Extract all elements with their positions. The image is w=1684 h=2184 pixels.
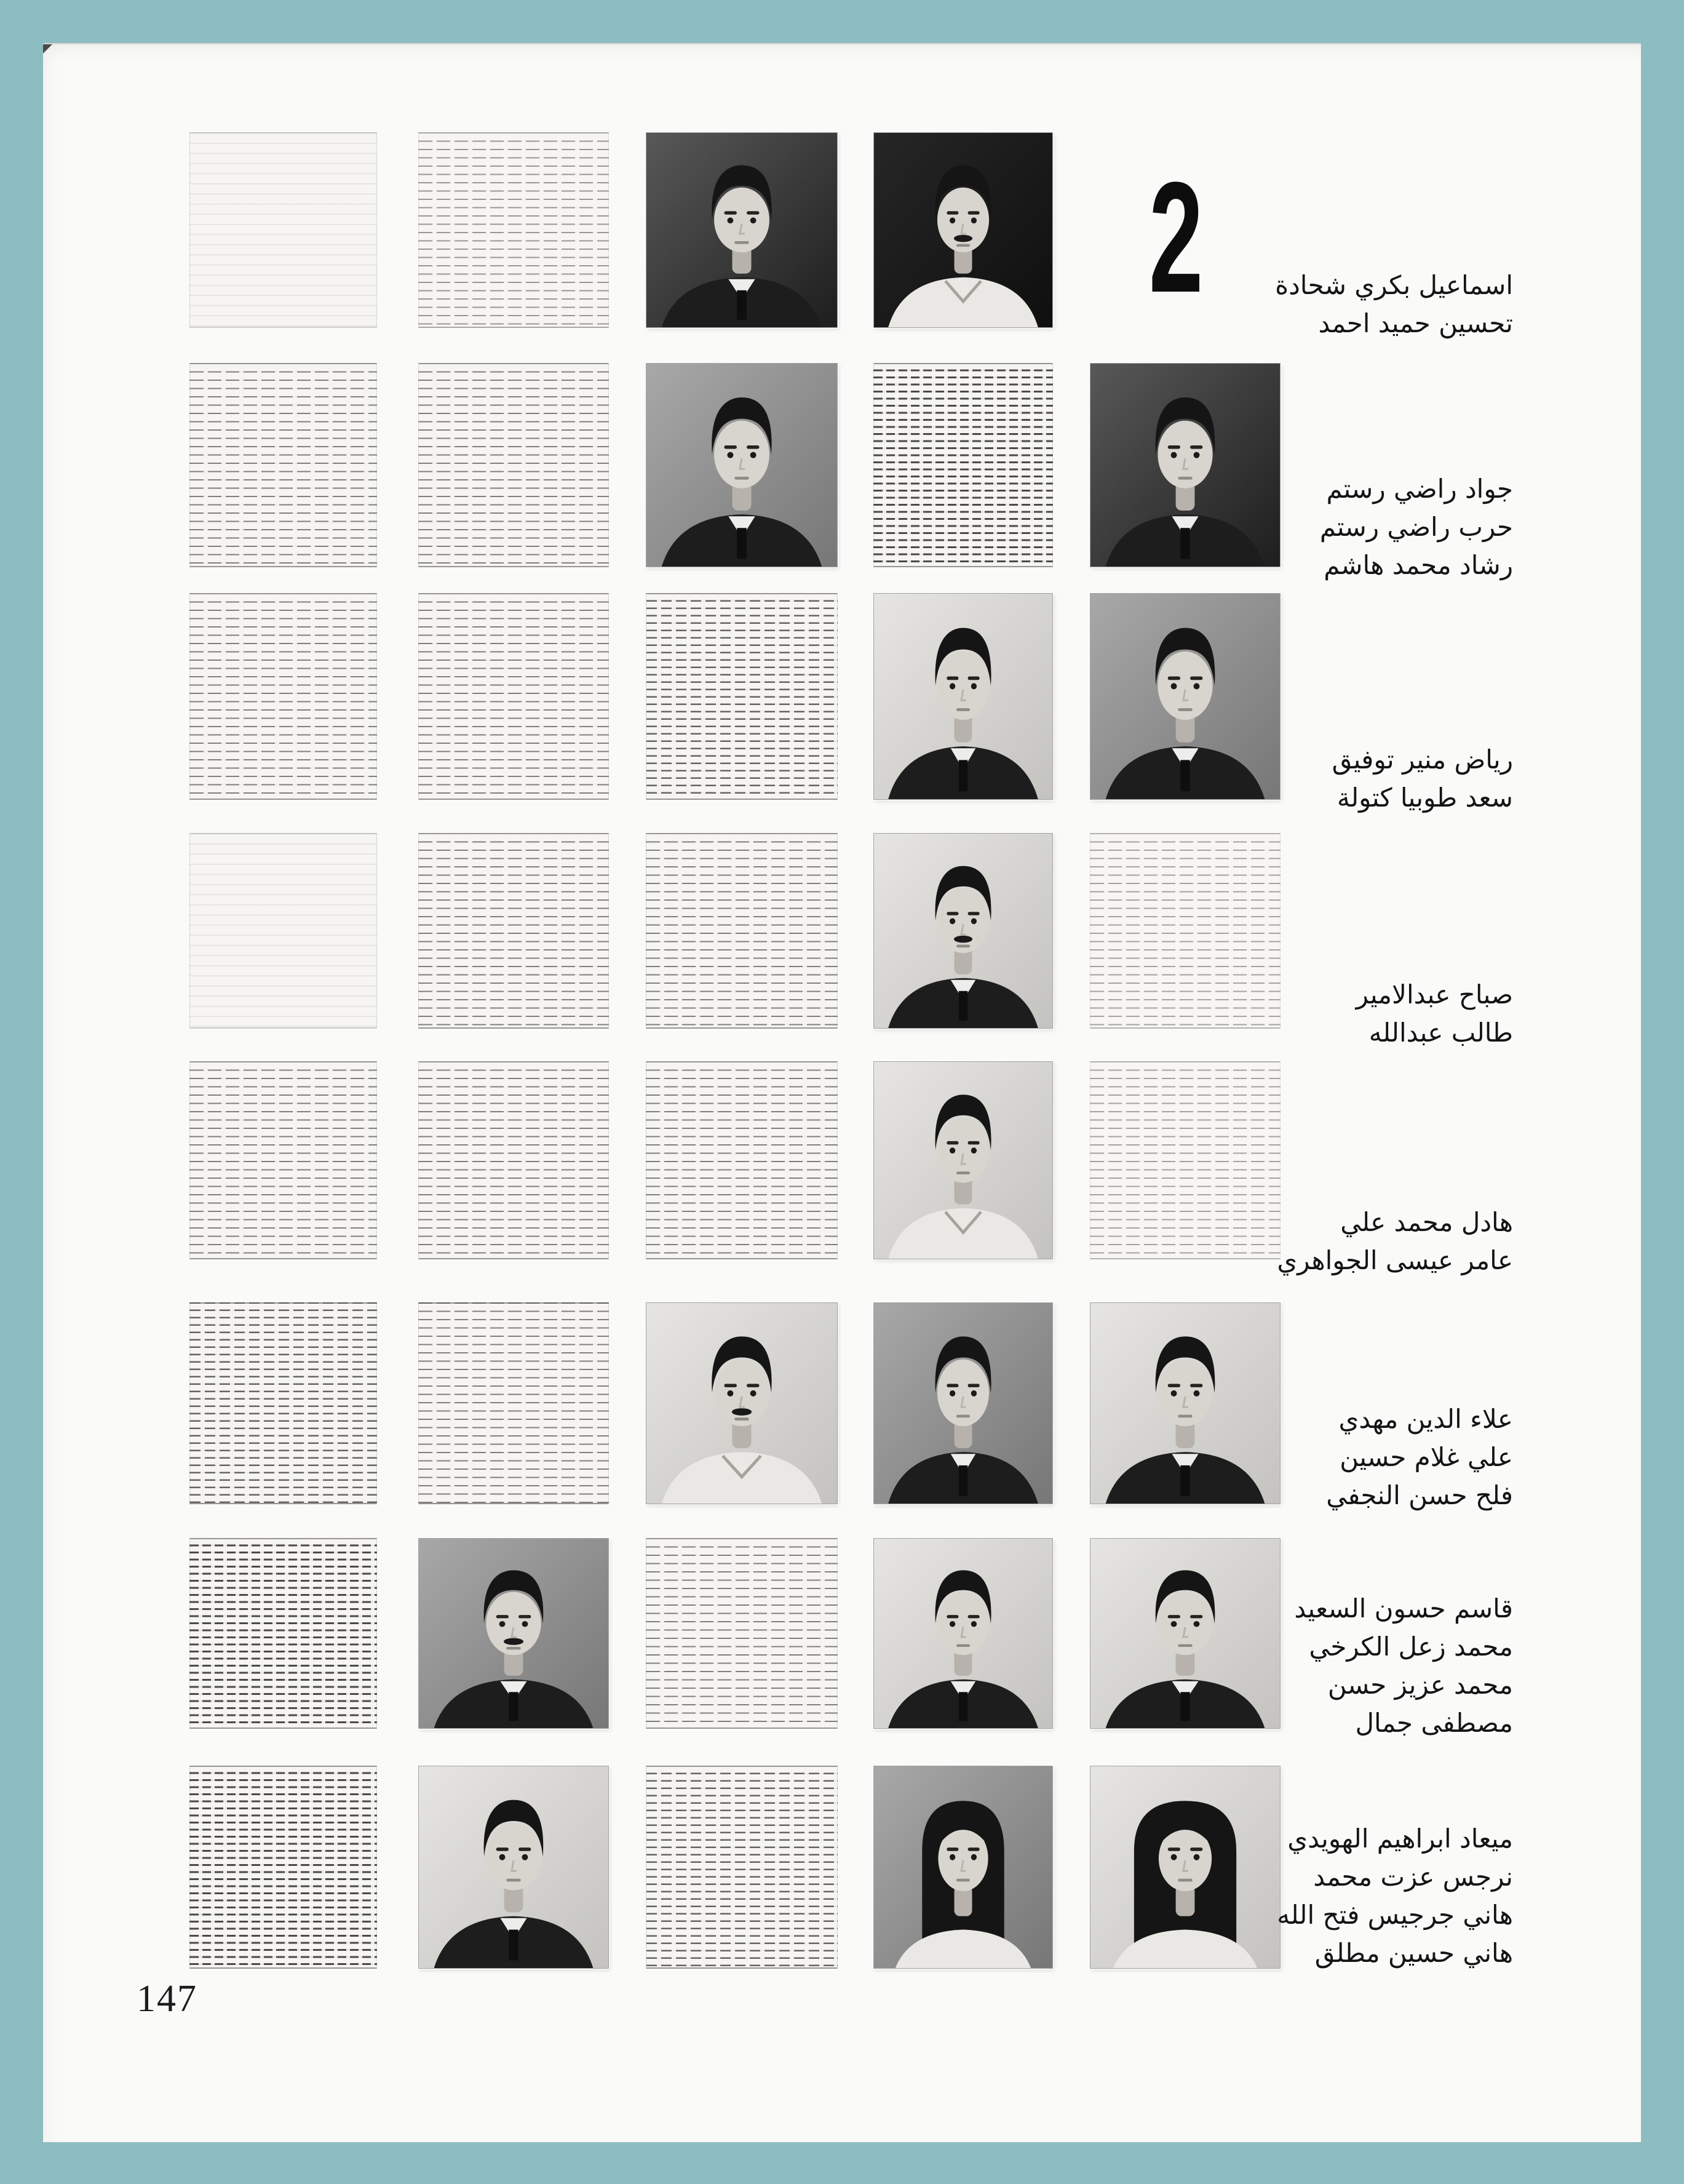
name-group xyxy=(1169,1203,1513,1280)
degraded-photo-placeholder xyxy=(418,1302,609,1504)
student-portrait-photo xyxy=(646,363,838,567)
student-name: صباح عبدالامير xyxy=(1356,979,1513,1010)
student-portrait-photo xyxy=(873,1766,1053,1969)
student-name: قاسم حسون السعيد xyxy=(1294,1593,1513,1624)
student-name: محمد زعل الكرخي xyxy=(1309,1632,1513,1662)
degraded-photo-placeholder xyxy=(418,363,609,567)
name-group xyxy=(1169,1820,1513,1972)
degraded-photo-placeholder xyxy=(873,363,1053,567)
page-number: 147 xyxy=(137,1978,197,2020)
degraded-photo-placeholder xyxy=(189,1538,377,1729)
degraded-photo-placeholder xyxy=(418,1061,609,1259)
degraded-photo-placeholder xyxy=(189,132,377,328)
name-group xyxy=(1169,976,1513,1052)
student-portrait-photo xyxy=(418,1766,609,1969)
student-name: علاء الدين مهدي xyxy=(1338,1404,1513,1434)
student-portrait-photo xyxy=(873,1302,1053,1504)
student-name: مصطفى جمال xyxy=(1355,1708,1513,1738)
student-portrait-photo xyxy=(646,1302,838,1504)
student-name: سعد طوبيا كتولة xyxy=(1336,783,1513,813)
student-name: هاني جرجيس فتح الله xyxy=(1277,1900,1513,1930)
degraded-photo-placeholder xyxy=(646,1538,838,1729)
student-name: هاني حسين مطلق xyxy=(1314,1938,1513,1968)
student-name: فلح حسن النجفي xyxy=(1326,1480,1513,1510)
name-group xyxy=(1169,1590,1513,1742)
student-name: هادل محمد علي xyxy=(1340,1207,1513,1237)
student-portrait-photo xyxy=(873,833,1053,1029)
degraded-photo-placeholder xyxy=(189,1766,377,1969)
degraded-photo-placeholder xyxy=(189,593,377,800)
degraded-photo-placeholder xyxy=(418,132,609,328)
section-number: 2 xyxy=(1149,149,1204,325)
student-name: اسماعيل بكري شحادة xyxy=(1275,270,1513,300)
student-name: ميعاد ابراهيم الهويدي xyxy=(1287,1823,1513,1854)
student-name: عامر عيسى الجواهري xyxy=(1277,1245,1513,1275)
student-name: جواد راضي رستم xyxy=(1326,474,1513,504)
degraded-photo-placeholder xyxy=(189,1061,377,1259)
name-group xyxy=(1169,266,1513,343)
degraded-photo-placeholder xyxy=(189,1302,377,1504)
name-group xyxy=(1169,741,1513,817)
page-paper xyxy=(43,43,1641,2142)
student-portrait-photo xyxy=(873,593,1053,800)
degraded-photo-placeholder xyxy=(646,1061,838,1259)
student-portrait-photo xyxy=(418,1538,609,1729)
student-portrait-photo xyxy=(646,132,838,328)
student-name: طالب عبدالله xyxy=(1368,1018,1513,1048)
degraded-photo-placeholder xyxy=(646,1766,838,1969)
student-name: رشاد محمد هاشم xyxy=(1324,550,1513,580)
student-name: تحسين حميد احمد xyxy=(1318,308,1513,338)
student-name: رياض منير توفيق xyxy=(1332,744,1513,775)
student-portrait-photo xyxy=(873,1538,1053,1729)
student-portrait-photo xyxy=(873,1061,1053,1259)
degraded-photo-placeholder xyxy=(418,833,609,1029)
student-name: علي غلام حسين xyxy=(1340,1442,1513,1472)
degraded-photo-placeholder xyxy=(646,593,838,800)
degraded-photo-placeholder xyxy=(189,833,377,1029)
degraded-photo-placeholder xyxy=(646,833,838,1029)
student-name: حرب راضي رستم xyxy=(1319,512,1513,542)
student-name: نرجس عزت محمد xyxy=(1313,1862,1513,1892)
name-group xyxy=(1169,1400,1513,1515)
name-group xyxy=(1169,470,1513,584)
student-portrait-photo xyxy=(873,132,1053,328)
degraded-photo-placeholder xyxy=(189,363,377,567)
student-name: محمد عزيز حسن xyxy=(1327,1670,1513,1700)
degraded-photo-placeholder xyxy=(418,593,609,800)
